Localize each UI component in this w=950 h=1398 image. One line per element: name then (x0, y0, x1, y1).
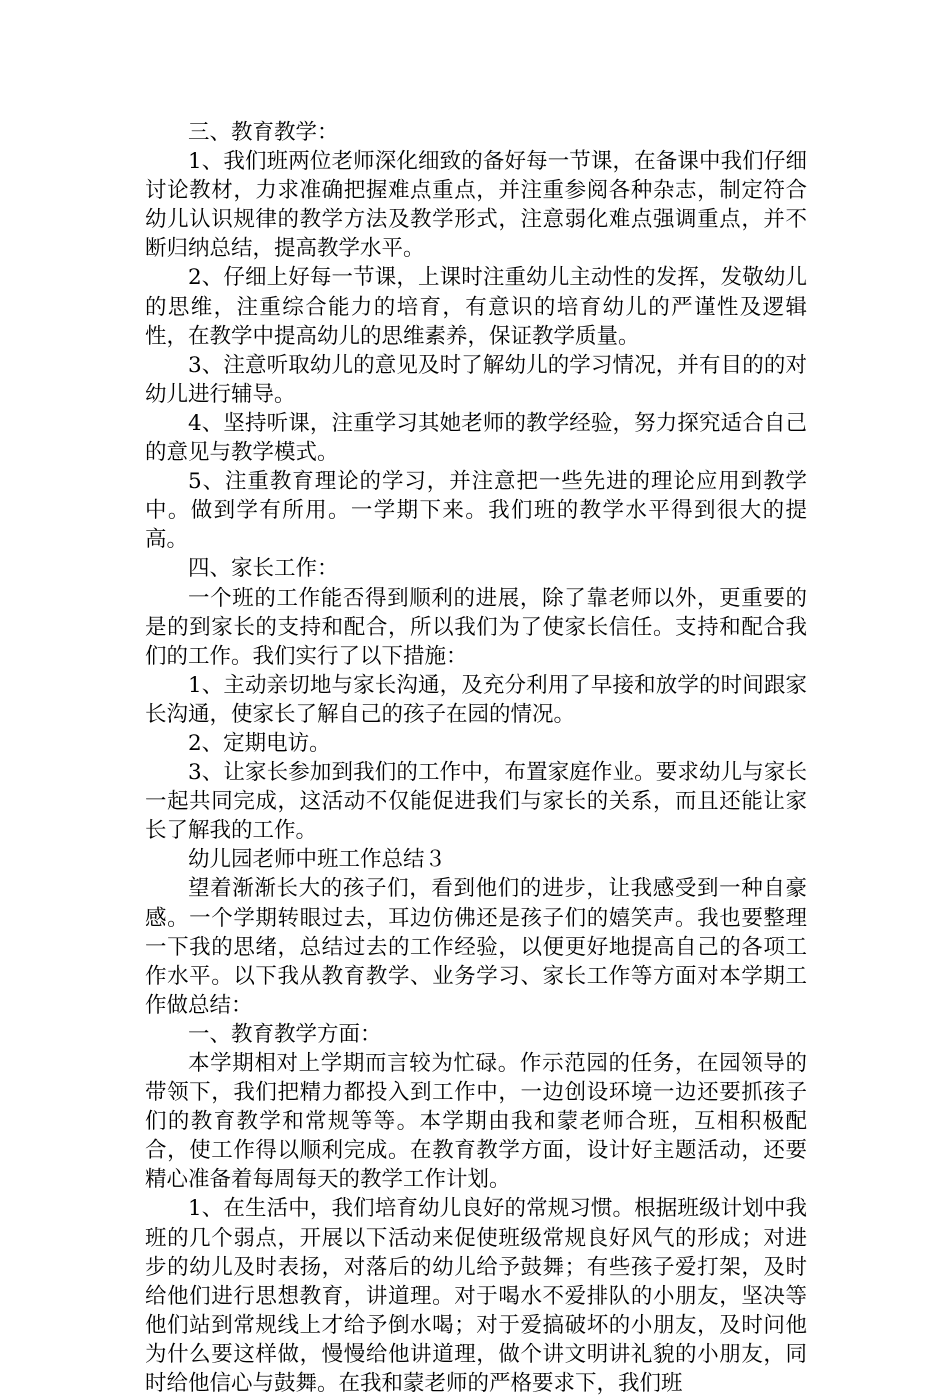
paragraph: 2、定期电访。 (188, 730, 331, 756)
paragraph: 3、注意听取幼儿的意见及时了解幼儿的学习情况，并有目的的对幼儿进行辅导。 (145, 352, 807, 407)
paragraph: 4、坚持听课，注重学习其她老师的教学经验，努力探究适合自己的意见与教学模式。 (145, 410, 807, 466)
paragraph: 2、仔细上好每一节课，上课时注重幼儿主动性的发挥，发敬幼儿的思维，注重综合能力的培育，有意识的培育幼儿的严谨性及逻辑性，在教学中提高幼儿的思维素养，保证教学质量。 (145, 265, 807, 349)
paragraph: 5、注重教育理论的学习，并注意把一些先进的理论应用到教学中。做到学有所用。一学期下来。我们班的教学水平得到很大的提高。 (145, 469, 807, 553)
paragraph: 3、让家长参加到我们的工作中，布置家庭作业。要求幼儿与家长一起共同完成，这活动不仅能促进我们与家长的关系，而且还能让家长了解我的工作。 (145, 760, 807, 844)
paragraph: 本学期相对上学期而言较为忙碌。作示范园的任务，在园领导的带领下，我们把精力都投入到工作中，一边创设环境一边还要抓孩子们的教育教学和常规等等。本学期由我和蒙老师合班，互相积极配合，使工作得以顺利完成。在教育教学方面，设计好主题活动，还要精心准备着每周每天的教学工作计划。 (145, 1051, 807, 1193)
paragraph: 一个班的工作能否得到顺利的进展，除了靠老师以外，更重要的是的到家长的支持和配合，所以我们为了使家长信任。支持和配合我们的工作。我们实行了以下措施： (145, 585, 807, 669)
paragraph: 望着渐渐长大的孩子们，看到他们的进步，让我感受到一种自豪感。一个学期转眼过去，耳边仿佛还是孩子们的嬉笑声。我也要整理一下我的思绪，总结过去的工作经验，以便更好地提高自己的各项工作水平。以下我从教育教学、业务学习、家长工作等方面对本学期工作做总结： (145, 876, 807, 1018)
section-heading-parents: 四、家长工作： (188, 556, 339, 582)
article-title: 幼儿园老师中班工作总结３ (188, 847, 447, 873)
paragraph: 1、在生活中，我们培育幼儿良好的常规习惯。根据班级计划中我班的几个弱点，开展以下活动来促使班级常规良好风气的形成；对进步的幼儿及时表扬，对落后的幼儿给予鼓舞；有些孩子爱打架，及时给他们进行思想教育，讲道理。对于喝水不爱排队的小朋友，坚决等他们站到常规线上才给予倒水喝；对于爱搞破坏的小朋友，及时问他为什么要这样做，慢慢给他讲道理，做个讲文明讲礼貌的小朋友，同时给他信心与鼓舞。在我和蒙老师的严格要求下，我们班 (145, 1196, 807, 1397)
document-body (145, 118, 807, 1398)
section-heading-teaching: 三、教育教学： (188, 120, 339, 145)
paragraph: 1、我们班两位老师深化细致的备好每一节课，在备课中我们仔细讨论教材，力求准确把握难点重点，并注重参阅各种杂志，制定符合幼儿认识规律的教学方法及教学形式，注意弱化难点强调重点，并不断归纳总结，提高教学水平。 (145, 149, 807, 262)
section-heading-education: 一、教育教学方面： (188, 1021, 382, 1047)
paragraph: 1、主动亲切地与家长沟通，及充分利用了早接和放学的时间跟家长沟通，使家长了解自己的孩子在园的情况。 (145, 672, 807, 727)
